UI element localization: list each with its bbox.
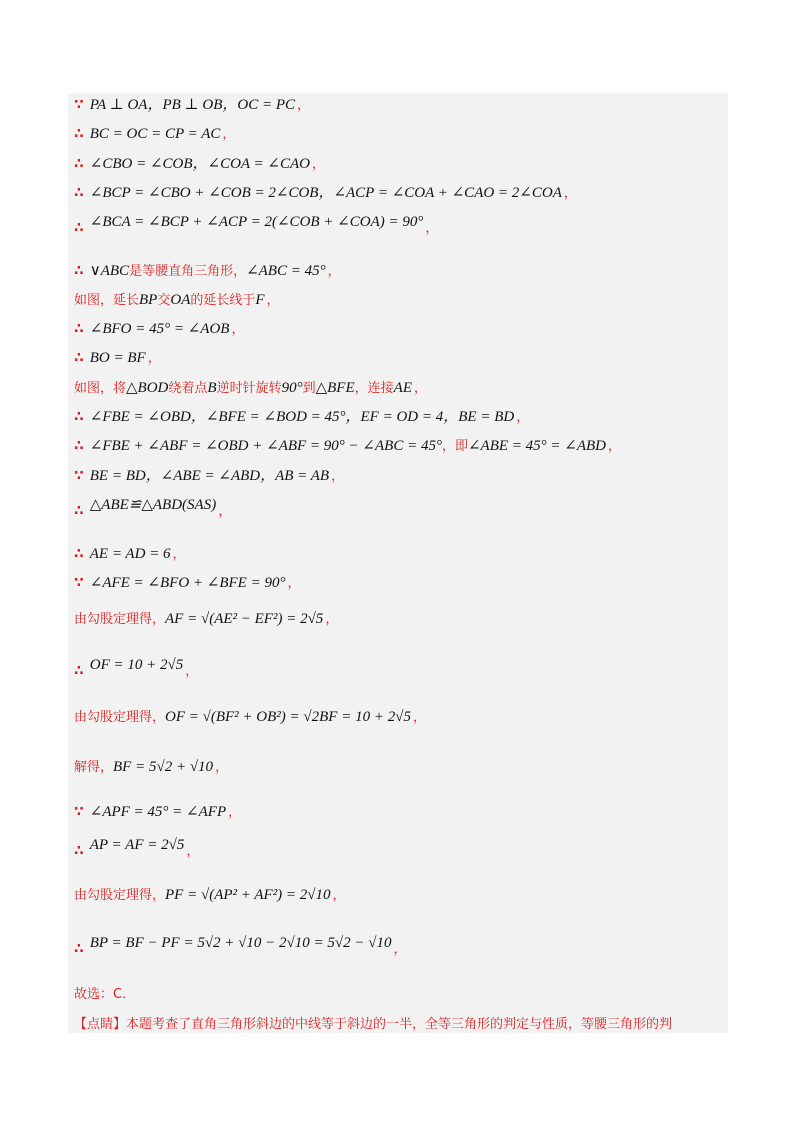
therefore-symbol: ∴	[74, 220, 84, 236]
line-9: ∴ BO = BF ，	[74, 350, 161, 366]
line-7: 如图，延长BP交OA的延长线于F ，	[74, 292, 280, 308]
line-17: 由勾股定理得，AF = √(AE² − EF²) = 2√5 ，	[74, 611, 339, 627]
therefore-symbol: ∴	[74, 546, 84, 562]
because-symbol: ∵	[74, 97, 84, 113]
therefore-symbol: ∴	[74, 438, 84, 454]
therefore-symbol: ∴	[74, 409, 84, 425]
therefore-symbol: ∴	[74, 503, 84, 519]
line-10: 如图，将△BOD绕着点B逆时针旋转90°到△BFE，连接AE ，	[74, 380, 427, 396]
line-15: ∴ AE = AD = 6 ，	[74, 546, 186, 562]
therefore-symbol: ∴	[74, 663, 84, 679]
therefore-symbol: ∴	[74, 941, 84, 957]
therefore-symbol: ∴	[74, 263, 84, 279]
because-symbol: ∵	[74, 804, 84, 820]
therefore-symbol: ∴	[74, 350, 84, 366]
therefore-symbol: ∴	[74, 126, 84, 142]
line-20: 解得，BF = 5√2 + √10 ，	[74, 759, 229, 775]
line-4: ∴ ∠BCP = ∠CBO + ∠COB = 2∠COB，∠ACP = ∠COA + ∠CAO = 2∠COA ，	[74, 185, 577, 201]
because-symbol: ∵	[74, 468, 84, 484]
line-22: ∴ AP = AF = 2√5 ，	[74, 837, 200, 859]
line-12: ∴ ∠FBE + ∠ABF = ∠OBD + ∠ABF = 90° − ∠ABC = 45°，即∠ABE = 45° = ∠ABD ，	[74, 438, 622, 454]
line-18: ∴ OF = 10 + 2√5 ，	[74, 657, 199, 679]
line-21: ∵ ∠APF = 45° = ∠AFP ，	[74, 804, 242, 820]
line-5: ∴ ∠BCA = ∠BCP + ∠ACP = 2(∠COB + ∠COA) = 90° ，	[74, 214, 439, 236]
line-6: ∴ ∨ABC是等腰直角三角形，∠ABC = 45° ，	[74, 263, 341, 279]
line-2: ∴ BC = OC = CP = AC ，	[74, 126, 236, 142]
line-23: 由勾股定理得，PF = √(AP² + AF²) = 2√10 ，	[74, 887, 346, 903]
line-19: 由勾股定理得，OF = √(BF² + OB²) = √2BF = 10 + 2√5 ，	[74, 709, 426, 725]
therefore-symbol: ∴	[74, 843, 84, 859]
line-14: ∴ △ABE≌△ABD(SAS) ，	[74, 497, 232, 519]
because-symbol: ∵	[74, 575, 84, 591]
line-8: ∴ ∠BFO = 45° = ∠AOB ，	[74, 321, 245, 337]
therefore-symbol: ∴	[74, 321, 84, 337]
line-1: ∵ PA ⊥ OA，PB ⊥ OB，OC = PC ，	[74, 97, 311, 113]
line-13: ∵ BE = BD，∠ABE = ∠ABD，AB = AB ，	[74, 468, 345, 484]
line-3: ∴ ∠CBO = ∠COB，∠COA = ∠CAO ，	[74, 156, 326, 172]
therefore-symbol: ∴	[74, 185, 84, 201]
therefore-symbol: ∴	[74, 156, 84, 172]
line-24: ∴ BP = BF − PF = 5√2 + √10 − 2√10 = 5√2 − √10 ，	[74, 935, 407, 957]
line-11: ∴ ∠FBE = ∠OBD，∠BFE = ∠BOD = 45°，EF = OD = 4，BE = BD ，	[74, 409, 530, 425]
comment-line: 【点睛】本题考查了直角三角形斜边的中线等于斜边的一半，全等三角形的判定与性质，等腰三角形的判	[74, 1017, 673, 1032]
answer-line: 故选：C．	[74, 987, 136, 1002]
line-16: ∵ ∠AFE = ∠BFO + ∠BFE = 90° ，	[74, 575, 301, 591]
